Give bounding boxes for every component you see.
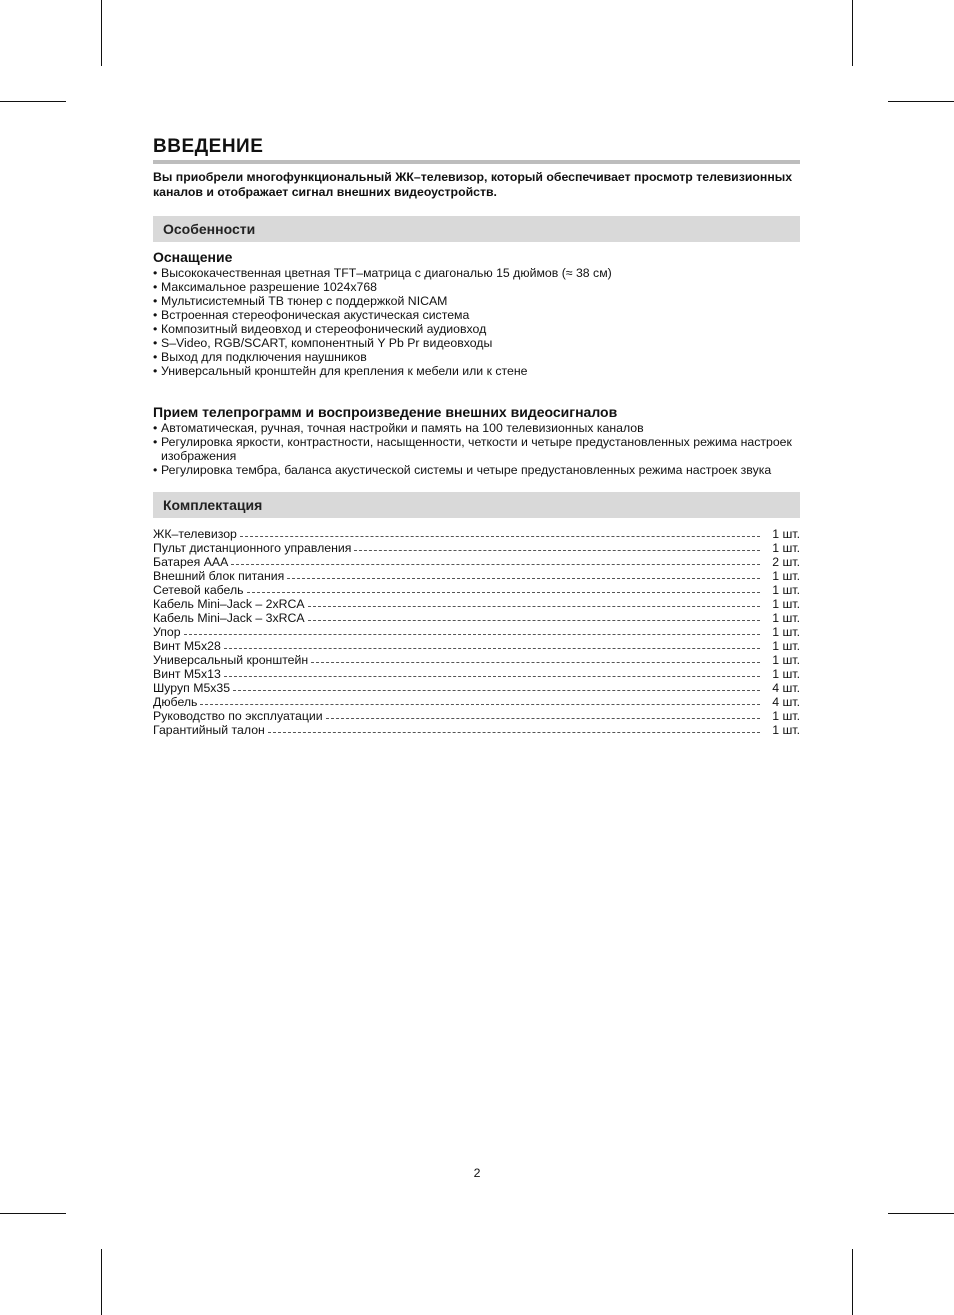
crop-mark <box>101 0 102 66</box>
list-item: • Высококачественная цветная TFT–матрица с диагональю 15 дюймов (≈ 38 см) <box>153 266 800 280</box>
list-item: • S–Video, RGB/SCART, компонентный Y Pb Pr видеовходы <box>153 336 800 350</box>
section-heading-features: Особенности <box>153 216 800 242</box>
kit-item-quantity: 1 шт. <box>772 639 800 653</box>
equipment-list <box>153 266 800 378</box>
kit-row <box>153 695 800 709</box>
list-item: • Максимальное разрешение 1024x768 <box>153 280 800 294</box>
kit-item-quantity: 4 шт. <box>772 681 800 695</box>
kit-item-quantity: 1 шт. <box>772 597 800 611</box>
kit-row <box>153 569 800 583</box>
kit-item-quantity: 1 шт. <box>772 709 800 723</box>
dotted-leader <box>308 597 760 607</box>
page-number: 2 <box>473 1166 481 1180</box>
kit-item-quantity: 1 шт. <box>772 527 800 541</box>
kit-item-name: Кабель Mini–Jack – 3xRCA <box>153 611 305 625</box>
kit-item-name: Шуруп М5x35 <box>153 681 231 695</box>
page-title: ВВЕДЕНИЕ <box>153 136 264 157</box>
kit-row <box>153 667 800 681</box>
kit-item-name: Руководство по эксплуатации <box>153 709 323 723</box>
list-item: • Автоматическая, ручная, точная настройки и память на 100 телевизионных каналов <box>153 421 800 435</box>
dotted-leader <box>233 681 760 691</box>
crop-mark <box>852 0 853 66</box>
list-item: • Встроенная стереофоническая акустическая система <box>153 308 800 322</box>
kit-row <box>153 723 800 737</box>
kit-row <box>153 709 800 723</box>
kit-item-name: Винт М5x13 <box>153 667 221 681</box>
crop-mark <box>101 1249 102 1315</box>
dotted-leader <box>231 555 760 565</box>
dotted-leader <box>200 695 760 705</box>
dotted-leader <box>311 653 760 663</box>
kit-item-quantity: 1 шт. <box>772 653 800 667</box>
subheading-reception: Прием телепрограмм и воспроизведение внешних видеосигналов <box>153 404 618 420</box>
kit-item-name: Пульт дистанционного управления <box>153 541 352 555</box>
reception-list <box>153 421 800 477</box>
subheading-equipment: Оснащение <box>153 249 233 265</box>
kit-item-name: Упор <box>153 625 181 639</box>
kit-item-name: Сетевой кабель <box>153 583 244 597</box>
crop-mark <box>888 101 954 102</box>
kit-row <box>153 625 800 639</box>
dotted-leader <box>184 625 760 635</box>
kit-row <box>153 597 800 611</box>
dotted-leader <box>224 667 760 677</box>
kit-item-name: Кабель Mini–Jack – 2xRCA <box>153 597 305 611</box>
kit-item-name: Винт М5x28 <box>153 639 221 653</box>
kit-row <box>153 583 800 597</box>
list-item: • Регулировка яркости, контрастности, насыщенности, четкости и четыре предустановленных режима настроек изображения <box>153 435 800 463</box>
kit-item-quantity: 1 шт. <box>772 723 800 737</box>
kit-row <box>153 611 800 625</box>
crop-mark <box>0 1213 66 1214</box>
title-divider <box>153 160 800 164</box>
dotted-leader <box>354 541 760 551</box>
kit-item-quantity: 1 шт. <box>772 583 800 597</box>
list-item: • Композитный видеовход и стереофонический аудиовход <box>153 322 800 336</box>
page-content <box>153 136 800 737</box>
kit-item-name: Внешний блок питания <box>153 569 285 583</box>
kit-row <box>153 541 800 555</box>
kit-list <box>153 527 800 737</box>
intro-paragraph: Вы приобрели многофункциональный ЖК–телевизор, который обеспечивает просмотр телевизионных каналов и отображает сигнал внешних видеоустройств. <box>153 170 793 199</box>
dotted-leader <box>287 569 760 579</box>
dotted-leader <box>247 583 760 593</box>
kit-item-quantity: 2 шт. <box>772 555 800 569</box>
kit-item-name: Гарантийный талон <box>153 723 265 737</box>
list-item: • Универсальный кронштейн для крепления к мебели или к стене <box>153 364 800 378</box>
kit-item-name: Дюбель <box>153 695 198 709</box>
dotted-leader <box>308 611 760 621</box>
kit-item-quantity: 1 шт. <box>772 541 800 555</box>
kit-row <box>153 527 800 541</box>
kit-item-quantity: 1 шт. <box>772 625 800 639</box>
kit-row <box>153 639 800 653</box>
kit-row <box>153 681 800 695</box>
dotted-leader <box>240 527 760 537</box>
kit-row <box>153 653 800 667</box>
crop-mark <box>0 101 66 102</box>
kit-row <box>153 555 800 569</box>
dotted-leader <box>224 639 760 649</box>
section-heading-kit: Комплектация <box>153 492 800 518</box>
kit-item-quantity: 4 шт. <box>772 695 800 709</box>
crop-mark <box>852 1249 853 1315</box>
kit-item-quantity: 1 шт. <box>772 611 800 625</box>
kit-item-quantity: 1 шт. <box>772 667 800 681</box>
list-item: • Мультисистемный ТВ тюнер с поддержкой NICAM <box>153 294 800 308</box>
kit-item-name: ЖК–телевизор <box>153 527 237 541</box>
list-item: • Регулировка тембра, баланса акустической системы и четыре предустановленных режима настроек звука <box>153 463 800 477</box>
kit-item-name: Универсальный кронштейн <box>153 653 309 667</box>
crop-mark <box>888 1213 954 1214</box>
kit-item-quantity: 1 шт. <box>772 569 800 583</box>
dotted-leader <box>326 709 760 719</box>
kit-item-name: Батарея ААА <box>153 555 229 569</box>
list-item: • Выход для подключения наушников <box>153 350 800 364</box>
dotted-leader <box>268 723 760 733</box>
